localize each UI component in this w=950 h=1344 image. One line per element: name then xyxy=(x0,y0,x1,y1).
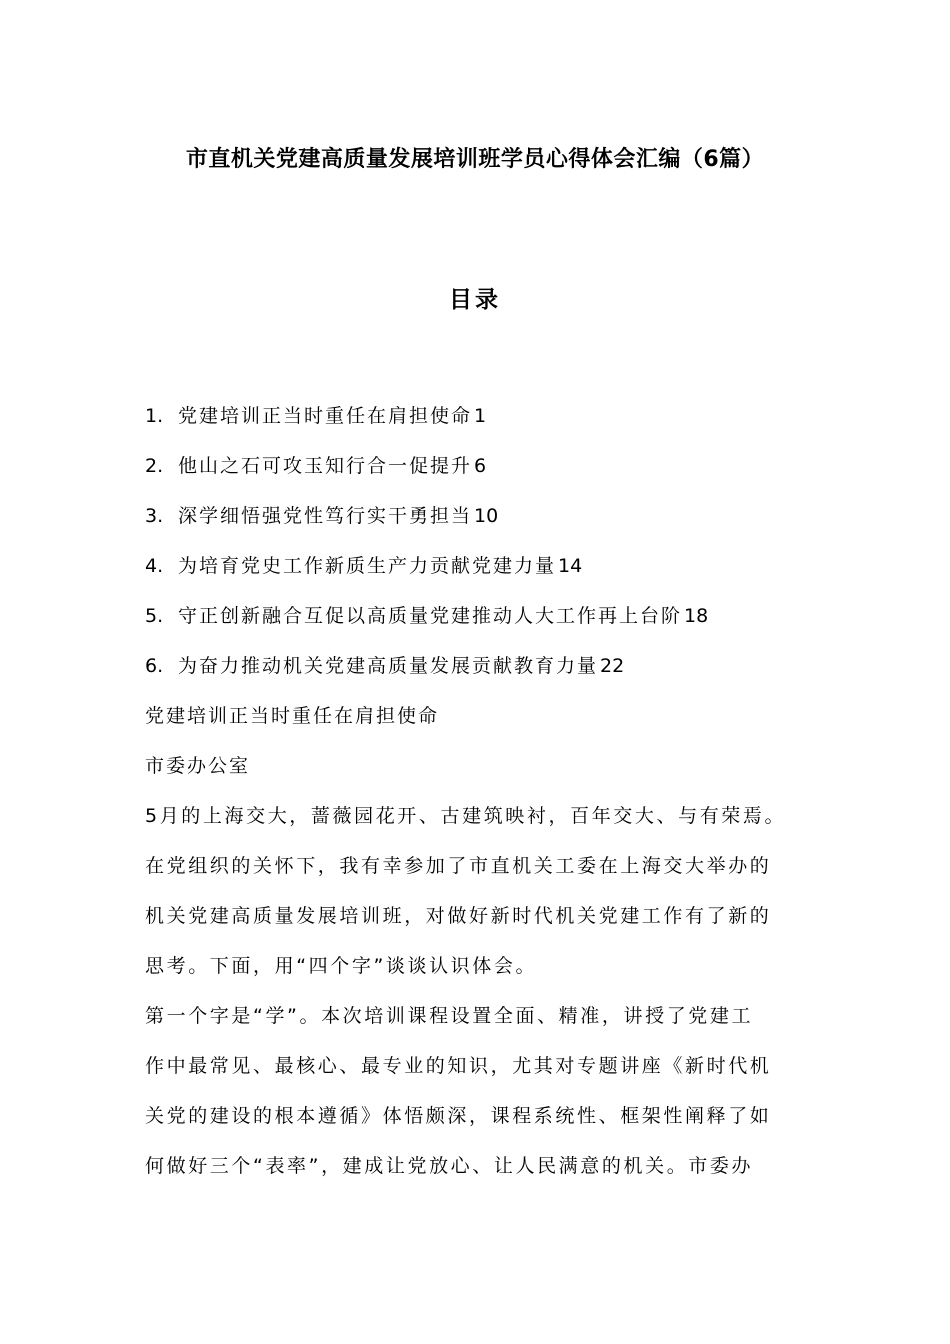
toc-item-page: 18 xyxy=(684,605,709,627)
article-title: 党建培训正当时重任在肩担使命 xyxy=(145,705,440,727)
toc-item-page: 22 xyxy=(600,655,625,677)
toc-item-page: 10 xyxy=(474,505,499,527)
toc-item-number: 1. xyxy=(145,405,164,427)
paragraph-line: 5月的上海交大，蔷薇园花开、古建筑映衬，百年交大、与有荣焉。 xyxy=(145,805,787,827)
document-title: 市直机关党建高质量发展培训班学员心得体会汇编（6篇） xyxy=(185,147,765,172)
table-of-contents xyxy=(145,398,845,698)
toc-item[interactable] xyxy=(145,448,845,498)
paragraph-line: 思考。下面，用“四个字”谈谈认识体会。 xyxy=(145,955,538,977)
toc-item-number: 4. xyxy=(145,555,164,577)
toc-item-title: 党建培训正当时重任在肩担使命 xyxy=(178,405,473,427)
toc-item-number: 6. xyxy=(145,655,164,677)
paragraph-line: 何做好三个“表率”，建成让党放心、让人民满意的机关。市委办 xyxy=(145,1155,754,1177)
toc-item[interactable] xyxy=(145,398,845,448)
toc-item-number: 5. xyxy=(145,605,164,627)
toc-item-title: 深学细悟强党性笃行实干勇担当 xyxy=(178,505,473,527)
toc-item-page: 1 xyxy=(474,405,487,427)
toc-heading: 目录 xyxy=(449,287,501,313)
article-body xyxy=(145,698,825,1198)
paragraph-line: 机关党建高质量发展培训班，对做好新时代机关党建工作有了新的 xyxy=(145,905,772,927)
toc-item-page: 6 xyxy=(474,455,487,477)
toc-item-page: 14 xyxy=(558,555,583,577)
toc-item-number: 2. xyxy=(145,455,164,477)
paragraph-line: 作中最常见、最核心、最专业的知识，尤其对专题讲座《新时代机 xyxy=(145,1055,772,1077)
toc-item[interactable] xyxy=(145,548,845,598)
toc-item[interactable] xyxy=(145,498,845,548)
toc-item-number: 3. xyxy=(145,505,164,527)
toc-item-title: 他山之石可攻玉知行合一促提升 xyxy=(178,455,473,477)
paragraph-line: 在党组织的关怀下，我有幸参加了市直机关工委在上海交大举办的 xyxy=(145,855,772,877)
toc-item-title: 守正创新融合互促以高质量党建推动人大工作再上台阶 xyxy=(178,605,683,627)
paragraph-line: 第一个字是“学”。本次培训课程设置全面、精准，讲授了党建工 xyxy=(145,1005,754,1027)
article-author: 市委办公室 xyxy=(145,755,251,777)
toc-item[interactable] xyxy=(145,598,845,648)
paragraph-line: 关党的建设的根本遵循》体悟颇深，课程系统性、框架性阐释了如 xyxy=(145,1105,772,1127)
toc-item-title: 为培育党史工作新质生产力贡献党建力量 xyxy=(178,555,557,577)
toc-item-title: 为奋力推动机关党建高质量发展贡献教育力量 xyxy=(178,655,599,677)
toc-item[interactable] xyxy=(145,648,845,698)
